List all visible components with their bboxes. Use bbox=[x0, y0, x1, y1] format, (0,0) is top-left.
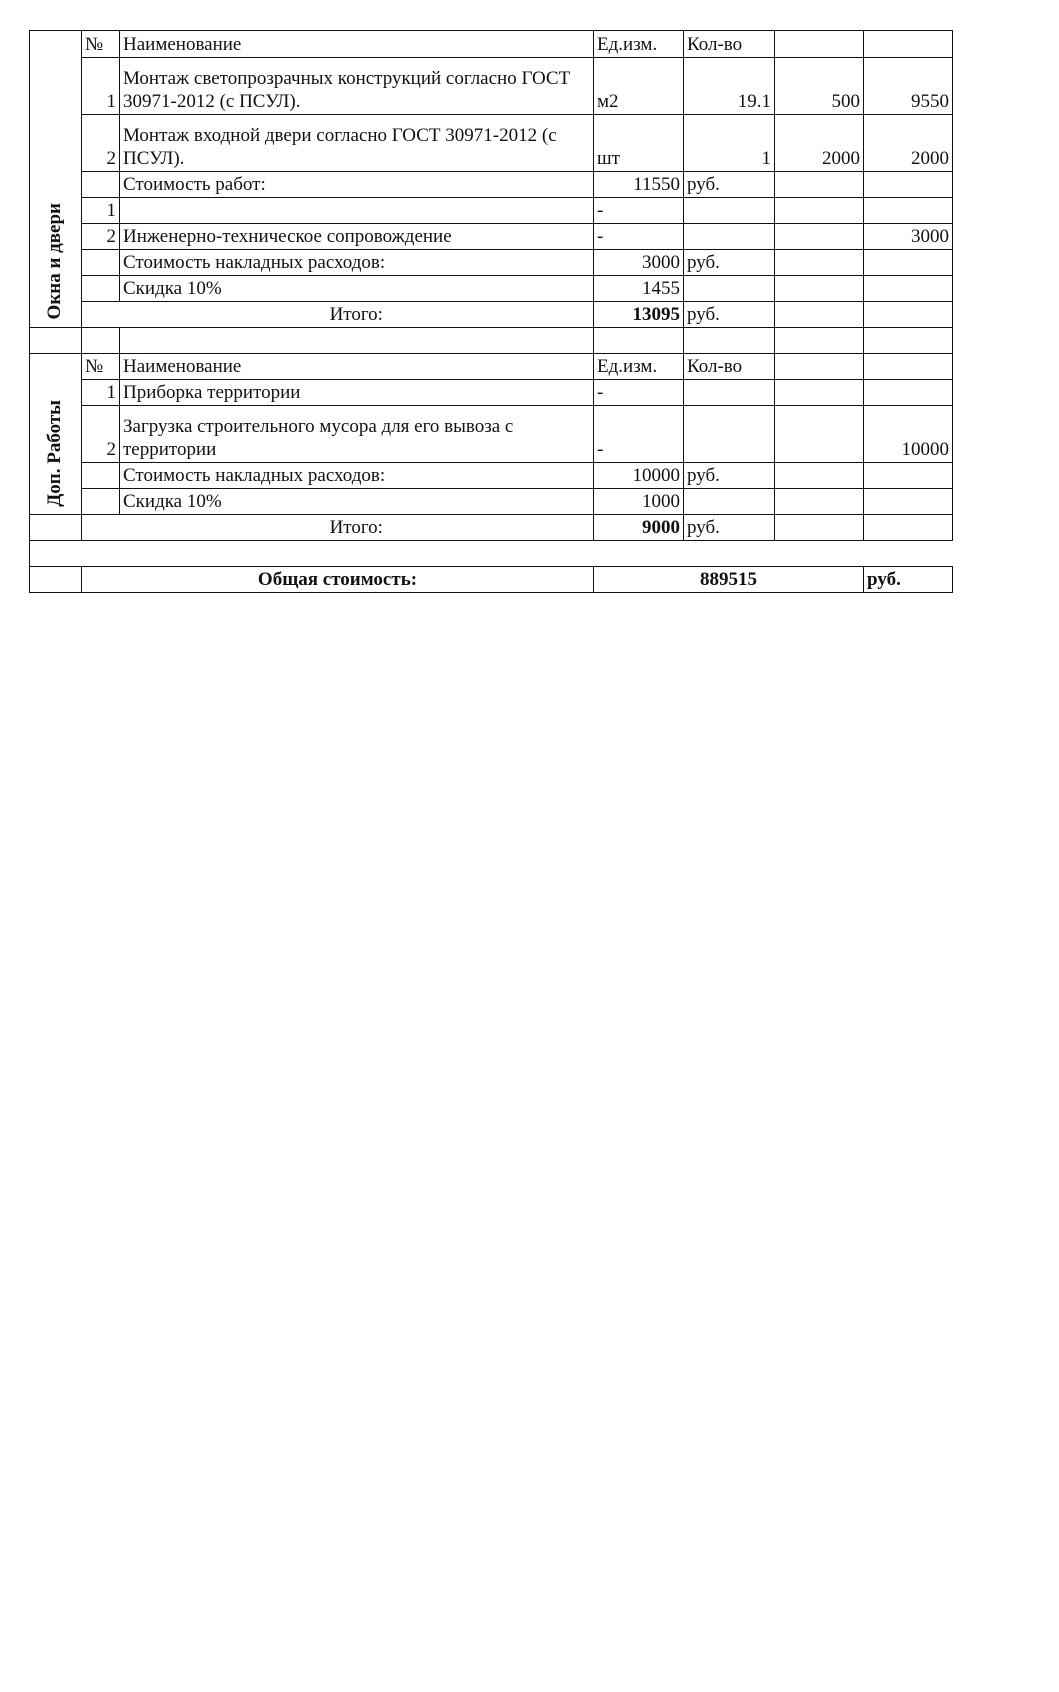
item-num: 2 bbox=[82, 115, 120, 172]
overhead-unit: - bbox=[594, 224, 684, 250]
item-name: Приборка территории bbox=[120, 380, 594, 406]
item-sum bbox=[864, 380, 953, 406]
header-num: № bbox=[82, 354, 120, 380]
total-currency: руб. bbox=[684, 302, 775, 328]
header-unit: Ед.изм. bbox=[594, 31, 684, 58]
overhead-cost-label: Стоимость накладных расходов: bbox=[120, 250, 594, 276]
total-row bbox=[30, 515, 953, 541]
total-label: Итого: bbox=[120, 302, 594, 328]
spacer-row bbox=[30, 541, 953, 567]
item-name: Монтаж входной двери согласно ГОСТ 30971-2012 (с ПСУЛ). bbox=[120, 115, 594, 172]
item-name: Монтаж светопрозрачных конструкций согласно ГОСТ 30971-2012 (с ПСУЛ). bbox=[120, 58, 594, 115]
section1-header-row bbox=[30, 31, 953, 58]
item-unit: - bbox=[594, 380, 684, 406]
overhead-cost-currency: руб. bbox=[684, 463, 775, 489]
works-cost-currency: руб. bbox=[684, 172, 775, 198]
table-row bbox=[30, 115, 953, 172]
overhead-num: 1 bbox=[82, 198, 120, 224]
item-qty: 19.1 bbox=[684, 58, 775, 115]
total-currency: руб. bbox=[684, 515, 775, 541]
grand-total-value: 889515 bbox=[594, 567, 864, 593]
header-qty: Кол-во bbox=[684, 31, 775, 58]
overhead-sum bbox=[864, 198, 953, 224]
item-name: Загрузка строительного мусора для его вывоза с территории bbox=[120, 406, 594, 463]
item-num: 1 bbox=[82, 58, 120, 115]
overhead-cost-row bbox=[30, 250, 953, 276]
section2-label-cell bbox=[30, 354, 82, 515]
item-unit: - bbox=[594, 406, 684, 463]
header-num: № bbox=[82, 31, 120, 58]
item-num: 2 bbox=[82, 406, 120, 463]
works-cost-value: 11550 bbox=[594, 172, 684, 198]
spacer-row bbox=[30, 328, 953, 354]
overhead-num: 2 bbox=[82, 224, 120, 250]
table-row bbox=[30, 380, 953, 406]
table-row bbox=[30, 198, 953, 224]
header-qty: Кол-во bbox=[684, 354, 775, 380]
discount-label: Скидка 10% bbox=[120, 276, 594, 302]
header-unit: Ед.изм. bbox=[594, 354, 684, 380]
item-unit: м2 bbox=[594, 58, 684, 115]
header-name: Наименование bbox=[120, 354, 594, 380]
section2-header-row bbox=[30, 354, 953, 380]
overhead-cost-value: 3000 bbox=[594, 250, 684, 276]
overhead-sum: 3000 bbox=[864, 224, 953, 250]
discount-row bbox=[30, 276, 953, 302]
item-price: 500 bbox=[775, 58, 864, 115]
overhead-name bbox=[120, 198, 594, 224]
table-row bbox=[30, 224, 953, 250]
section1-label: Окна и двери bbox=[44, 203, 66, 320]
works-cost-label: Стоимость работ: bbox=[120, 172, 594, 198]
grand-total-label: Общая стоимость: bbox=[82, 567, 594, 593]
item-qty: 1 bbox=[684, 115, 775, 172]
total-value: 13095 bbox=[594, 302, 684, 328]
overhead-name: Инженерно-техническое сопровождение bbox=[120, 224, 594, 250]
section2-label: Доп. Работы bbox=[44, 399, 66, 507]
item-sum: 10000 bbox=[864, 406, 953, 463]
table-row bbox=[30, 58, 953, 115]
overhead-cost-row bbox=[30, 463, 953, 489]
overhead-cost-currency: руб. bbox=[684, 250, 775, 276]
estimate-table bbox=[29, 30, 953, 593]
discount-value: 1455 bbox=[594, 276, 684, 302]
grand-total-currency: руб. bbox=[864, 567, 953, 593]
item-unit: шт bbox=[594, 115, 684, 172]
discount-row bbox=[30, 489, 953, 515]
table-row bbox=[30, 406, 953, 463]
item-sum: 2000 bbox=[864, 115, 953, 172]
discount-label: Скидка 10% bbox=[120, 489, 594, 515]
item-sum: 9550 bbox=[864, 58, 953, 115]
total-label: Итого: bbox=[120, 515, 594, 541]
works-cost-row bbox=[30, 172, 953, 198]
overhead-cost-value: 10000 bbox=[594, 463, 684, 489]
header-name: Наименование bbox=[120, 31, 594, 58]
total-row bbox=[30, 302, 953, 328]
grand-total-row bbox=[30, 567, 953, 593]
discount-value: 1000 bbox=[594, 489, 684, 515]
item-num: 1 bbox=[82, 380, 120, 406]
overhead-unit: - bbox=[594, 198, 684, 224]
item-price: 2000 bbox=[775, 115, 864, 172]
total-value: 9000 bbox=[594, 515, 684, 541]
overhead-cost-label: Стоимость накладных расходов: bbox=[120, 463, 594, 489]
section1-label-cell bbox=[30, 31, 82, 328]
